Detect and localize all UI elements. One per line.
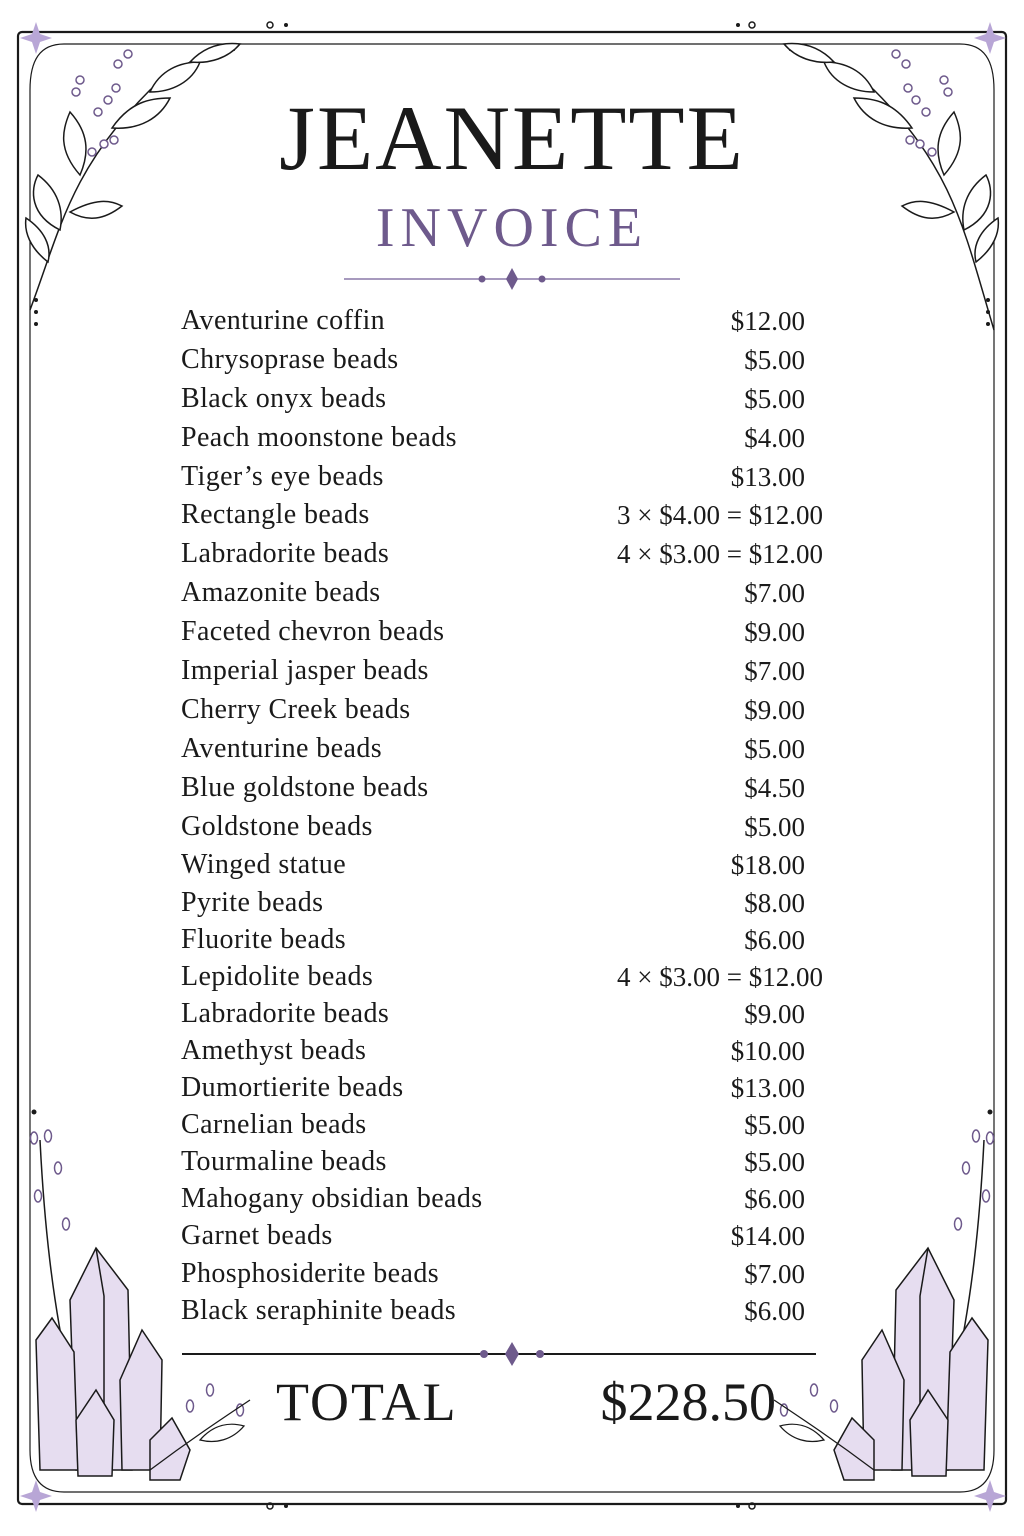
line-item-row bbox=[181, 458, 861, 497]
line-item-row bbox=[181, 1292, 861, 1329]
item-price: $12.00 bbox=[730, 306, 805, 336]
item-price: $9.00 bbox=[744, 617, 805, 648]
item-price: $18.00 bbox=[730, 850, 805, 881]
invoice-line-items bbox=[181, 302, 861, 1329]
item-name: Blue goldstone beads bbox=[181, 771, 429, 803]
title-divider bbox=[344, 268, 680, 290]
line-item-row bbox=[181, 341, 861, 380]
item-name: Pyrite beads bbox=[181, 886, 324, 918]
item-name: Labradorite beads bbox=[181, 997, 390, 1029]
item-name: Chrysoprase beads bbox=[181, 343, 399, 375]
item-price: $6.00 bbox=[744, 924, 805, 955]
line-item-row bbox=[181, 613, 861, 652]
item-name: Garnet beads bbox=[181, 1220, 333, 1252]
item-name: Amazonite beads bbox=[181, 577, 381, 609]
line-item-row bbox=[181, 1255, 861, 1292]
total-amount: $228.50 bbox=[600, 1372, 776, 1432]
item-price: $10.00 bbox=[730, 1035, 805, 1066]
item-name: Mahogany obsidian beads bbox=[181, 1183, 483, 1215]
item-price: $8.00 bbox=[744, 887, 805, 918]
item-name: Aventurine coffin bbox=[181, 305, 386, 336]
line-item-row bbox=[181, 1180, 861, 1217]
line-item-row bbox=[181, 730, 861, 769]
line-item-row bbox=[181, 769, 861, 808]
line-item-row bbox=[181, 574, 861, 613]
line-item-row bbox=[181, 535, 861, 574]
item-price: $4.00 bbox=[744, 422, 805, 453]
item-price: $4.50 bbox=[744, 772, 805, 803]
item-name: Amethyst beads bbox=[181, 1034, 367, 1066]
line-item-row bbox=[181, 419, 861, 458]
item-price: $5.00 bbox=[744, 733, 805, 764]
line-item-row bbox=[181, 1143, 861, 1180]
item-name: Tiger’s eye beads bbox=[181, 460, 384, 492]
item-price: $7.00 bbox=[744, 1258, 805, 1289]
item-name: Labradorite beads bbox=[181, 538, 390, 570]
line-item-row bbox=[181, 808, 861, 847]
item-name: Black onyx beads bbox=[181, 382, 387, 414]
total-divider bbox=[182, 1342, 816, 1366]
item-name: Dumortierite beads bbox=[181, 1072, 404, 1104]
item-name: Peach moonstone beads bbox=[181, 421, 457, 453]
line-item-row bbox=[181, 958, 861, 995]
item-price: $7.00 bbox=[744, 578, 805, 609]
line-item-row bbox=[181, 884, 861, 921]
line-item-row bbox=[181, 302, 861, 341]
item-price: $13.00 bbox=[730, 461, 805, 492]
item-name: Imperial jasper beads bbox=[181, 655, 429, 687]
line-item-row bbox=[181, 1032, 861, 1069]
item-price: 4 × $3.00 = $12.00 bbox=[617, 961, 823, 992]
item-price: $5.00 bbox=[744, 383, 805, 414]
item-price: $14.00 bbox=[730, 1221, 805, 1252]
item-price: 4 × $3.00 = $12.00 bbox=[617, 539, 823, 570]
leaf-branch-icon bbox=[784, 44, 998, 330]
item-name: Goldstone beads bbox=[181, 810, 373, 842]
item-name: Tourmaline beads bbox=[181, 1146, 387, 1178]
item-price: $5.00 bbox=[744, 344, 805, 375]
line-item-row bbox=[181, 652, 861, 691]
item-price: $7.00 bbox=[744, 656, 805, 687]
line-item-row bbox=[181, 380, 861, 419]
item-price: $5.00 bbox=[744, 811, 805, 842]
item-price: $9.00 bbox=[744, 998, 805, 1029]
line-item-row bbox=[181, 1069, 861, 1106]
business-name: JEANETTE bbox=[279, 87, 745, 189]
line-item-row bbox=[181, 691, 861, 730]
item-name: Fluorite beads bbox=[181, 923, 347, 955]
line-item-row bbox=[181, 496, 861, 535]
item-name: Phosphosiderite beads bbox=[181, 1257, 440, 1289]
line-item-row bbox=[181, 995, 861, 1032]
total-label: TOTAL bbox=[276, 1372, 458, 1432]
line-item-row bbox=[181, 921, 861, 958]
item-price: $6.00 bbox=[744, 1295, 805, 1326]
item-name: Aventurine beads bbox=[181, 732, 383, 764]
crystal-cluster-icon bbox=[36, 1140, 190, 1480]
item-price: $13.00 bbox=[730, 1073, 805, 1104]
line-item-row bbox=[181, 1217, 861, 1254]
item-name: Faceted chevron beads bbox=[181, 616, 445, 648]
item-price: 3 × $4.00 = $12.00 bbox=[617, 500, 823, 531]
item-price: $5.00 bbox=[744, 1110, 805, 1141]
document-type-heading: INVOICE bbox=[375, 197, 649, 259]
item-name: Rectangle beads bbox=[181, 499, 370, 531]
item-name: Carnelian beads bbox=[181, 1109, 367, 1141]
item-price: $6.00 bbox=[744, 1184, 805, 1215]
item-name: Cherry Creek beads bbox=[181, 693, 411, 725]
item-price: $9.00 bbox=[744, 694, 805, 725]
line-item-row bbox=[181, 846, 861, 883]
item-name: Lepidolite beads bbox=[181, 960, 374, 992]
item-name: Winged statue bbox=[181, 849, 347, 881]
line-item-row bbox=[181, 1106, 861, 1143]
item-price: $5.00 bbox=[744, 1147, 805, 1178]
item-name: Black seraphinite beads bbox=[181, 1294, 457, 1326]
